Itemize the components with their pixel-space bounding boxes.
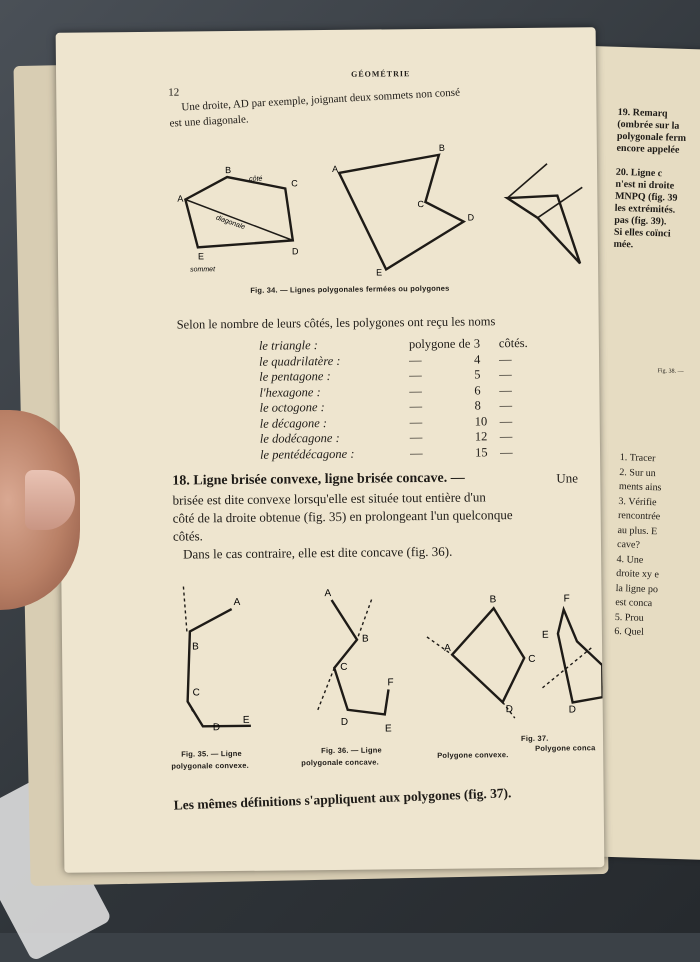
right-page-line: 19. Remarq <box>617 106 668 120</box>
polygon-count: 12 <box>474 429 488 444</box>
fig34-caption: Fig. 34. — Lignes polygonales fermées ou polygones <box>250 283 450 295</box>
polygon-mid: — <box>409 445 423 460</box>
polygon-name: le dodécagone : <box>259 430 340 446</box>
polygon-unit: côtés. <box>498 335 528 351</box>
figure-34 <box>167 115 599 279</box>
polygon-count: 15 <box>474 444 488 459</box>
fig35-label-c: C <box>192 687 200 699</box>
polygon-name: l'hexagone : <box>259 384 321 400</box>
right-page-line: (ombrée sur la <box>617 118 680 132</box>
fig36-caption-1: Fig. 36. — Ligne <box>321 745 382 756</box>
fig37-label-c: C <box>528 653 536 665</box>
section-18-line-3: côté de la droite obtenue (fig. 35) en prolongeant l'un quelconque <box>172 507 513 526</box>
fig35-label-d: D <box>212 722 221 734</box>
book-page <box>56 27 605 873</box>
fig37-caption-1: Fig. 37. <box>520 733 549 744</box>
fig36-label-d: D <box>340 716 349 728</box>
page-number: 12 <box>168 86 180 99</box>
fig34-label-e: E <box>197 251 205 262</box>
fig34-label-c: C <box>291 178 298 189</box>
right-page-line: mée. <box>613 238 634 251</box>
polygon-unit: — <box>498 351 512 366</box>
polygon-mid: — <box>409 399 423 414</box>
fig34-label-diagonale: diagonale <box>214 214 246 232</box>
fig34-label-cote: côté <box>249 175 263 183</box>
right-page-exercise-line: ments ains <box>618 481 662 494</box>
fig36-caption-2: polygonale concave. <box>301 757 379 768</box>
polygon-name: le quadrilatère : <box>258 353 341 369</box>
fig34-label-d2: D <box>467 212 475 223</box>
fig36-label-c: C <box>340 661 348 673</box>
section-18-line-4: côtés. <box>172 528 203 544</box>
fig36-label-b: B <box>361 633 369 645</box>
fig35-caption-2: polygonale convexe. <box>171 760 249 771</box>
polygon-name: le triangle : <box>258 338 318 353</box>
right-page-line: MNPQ (fig. 39 <box>614 190 678 204</box>
fig34-label-a2: A <box>332 163 339 174</box>
right-page-exercise-line: la ligne po <box>615 582 659 595</box>
closing-line: Les mêmes définitions s'appliquent aux polygones (fig. 37). <box>173 785 512 813</box>
fig37b-label-e: E <box>541 629 549 641</box>
right-page-exercise-line: cave? <box>616 539 641 551</box>
right-page-line: polygonale ferm <box>616 130 687 144</box>
section-18-line-5: Dans le cas contraire, elle est dite concave (fig. 36). <box>183 543 453 562</box>
fig35-caption-1: Fig. 35. — Ligne <box>181 748 242 759</box>
fig37b-label-f: F <box>563 593 570 605</box>
fig34-label-a: A <box>177 193 184 204</box>
polygon-count: 4 <box>473 351 481 366</box>
right-page-exercise-line: 4. Une <box>616 553 644 566</box>
fig35-label-b: B <box>191 641 199 653</box>
right-page-exercise-line: 1. Tracer <box>619 452 656 465</box>
right-page-line: les extrémités. <box>614 202 676 216</box>
right-page-line: n'est ni droite <box>615 178 675 192</box>
right-page-exercise-line: rencontrée <box>617 510 661 523</box>
polygon-count: 10 <box>474 413 488 428</box>
fig37-label-a: A <box>444 642 451 654</box>
right-page-exercise-line: 3. Vérifie <box>618 495 657 508</box>
fig35-label-e: E <box>242 714 250 726</box>
section-18-title: 18. Ligne brisée convexe, ligne brisée concave. — <box>172 470 465 489</box>
polygon-name: le pentédécagone : <box>259 446 355 462</box>
polygon-unit: — <box>499 444 513 459</box>
right-page-line: pas (fig. 39). <box>614 214 667 228</box>
fig34-label-d: D <box>291 246 299 257</box>
right-page-exercise-line: droite xy e <box>616 568 660 581</box>
polygon-mid: — <box>408 352 422 367</box>
fig36-label-a: A <box>324 587 332 600</box>
right-page-line: 20. Ligne c <box>615 166 663 180</box>
polygons-intro: Selon le nombre de leurs côtés, les polygones ont reçu les noms <box>176 314 496 332</box>
fig34-label-sommet: sommet <box>190 266 216 274</box>
fig34-label-b2: B <box>438 142 445 153</box>
right-page-exercise-line: 5. Prou <box>614 611 644 624</box>
fig35-label-a: A <box>233 596 241 609</box>
fig36-label-f: F <box>387 677 394 689</box>
fig37b-label-d: D <box>568 704 577 716</box>
polygon-count: 8 <box>474 398 481 413</box>
intro-line-2: est une diagonale. <box>169 113 249 130</box>
right-page-exercise-line: au plus. E <box>617 524 658 537</box>
fig34-label-e2: E <box>376 267 383 278</box>
polygon-name: le pentagone : <box>259 368 331 384</box>
fig34-label-b: B <box>225 165 232 176</box>
polygon-mid: — <box>409 383 422 398</box>
right-page-fig-caption: Fig. 38. — <box>657 368 684 376</box>
right-page-exercise-line: 6. Quel <box>614 625 644 638</box>
fig37-label-d: D <box>505 704 514 716</box>
running-head: GÉOMÉTRIE <box>351 69 411 79</box>
intro-line-1: Une droite, AD par exemple, joignant deux sommets non consé <box>181 86 461 114</box>
polygon-mid: polygone de <box>408 336 471 352</box>
right-page-exercise-line: est conca <box>615 596 653 610</box>
figures-35-37 <box>161 557 603 742</box>
right-page-exercise-line: 2. Sur un <box>619 466 656 479</box>
polygon-count: 5 <box>474 367 481 382</box>
fig34-label-c2: C <box>417 199 424 210</box>
polygon-count: 3 <box>473 336 481 351</box>
fig37-caption-2: Polygone convexe. <box>437 750 509 760</box>
fig37-label-b: B <box>489 594 497 606</box>
polygon-unit: — <box>499 382 512 397</box>
polygon-mid: — <box>409 430 423 445</box>
polygon-unit: — <box>499 398 513 413</box>
polygon-unit: — <box>499 413 513 428</box>
section-18-line-2: brisée est dite convexe lorsqu'elle est située tout entière d'un <box>172 489 486 508</box>
polygon-unit: — <box>499 367 512 382</box>
polygon-unit: — <box>499 429 513 444</box>
section-18-title-tail: Une <box>556 470 579 486</box>
right-page-line: Si elles coïnci <box>613 226 671 240</box>
right-page-line: encore appelée <box>616 142 680 156</box>
polygon-mid: — <box>409 368 422 383</box>
polygon-name: le octogone : <box>259 400 325 415</box>
polygon-count: 6 <box>474 382 481 397</box>
fig36-label-e: E <box>384 723 392 735</box>
polygon-name: le décagone : <box>259 415 328 431</box>
fig37b-caption: Polygone conca <box>535 743 596 753</box>
polygon-mid: — <box>409 414 423 429</box>
